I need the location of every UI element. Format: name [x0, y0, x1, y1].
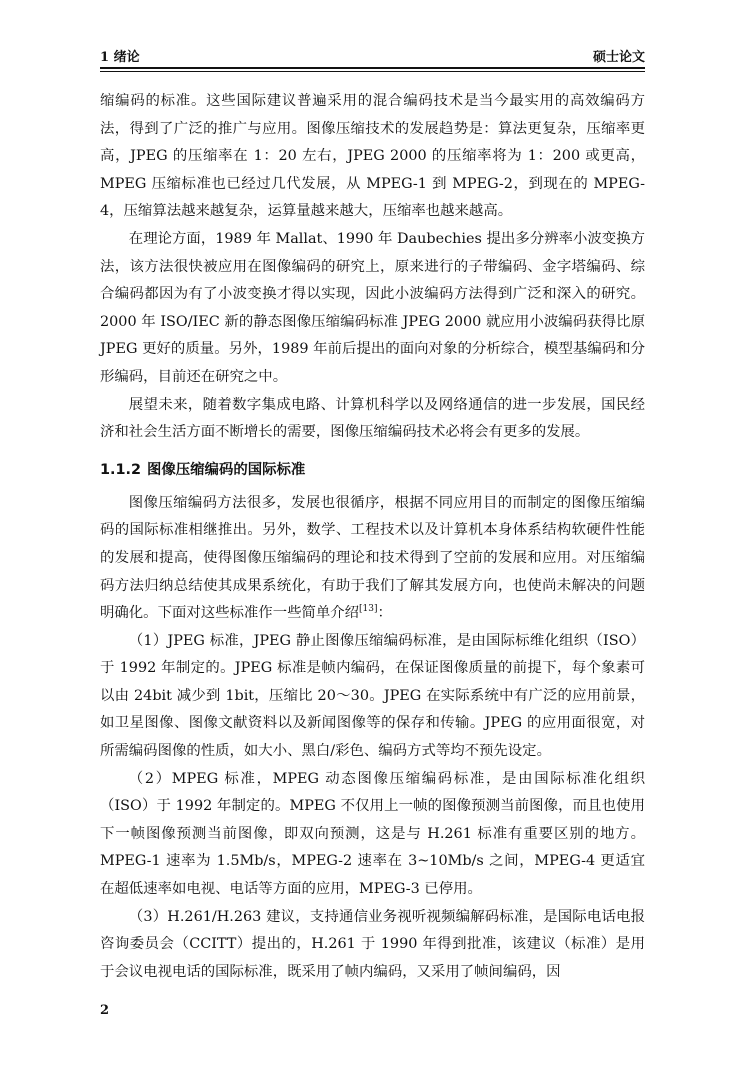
paragraph	[100, 490, 645, 628]
paragraph: 展望未来，随着数字集成电路、计算机科学以及网络通信的进一步发展，国民经济和社会生活方面不断增长的需要，图像压缩编码技术必将会有更多的发展。	[100, 396, 645, 441]
section-number: 1.1.2	[100, 461, 141, 478]
paragraph: （2）MPEG 标准，MPEG 动态图像压缩编码标准，是由国际标准化组织（ISO）于 1992 年制定的。MPEG 不仅用上一帧的图像预测当前图像，而且也使用下一帧图像预测当前图像，即双向预测，这是与 H.261 标准有重要区别的地方。MPEG-1 速率为 1.5Mb/s，MPEG-2 速率在 3~10Mb/s 之间，MPEG-4 更适宜在超低速率如电视、电话等方面的应用，MPEG-3 已停用。	[100, 770, 645, 898]
page-header	[100, 46, 645, 66]
paragraph: 缩编码的标准。这些国际建议普遍采用的混合编码技术是当今最实用的高效编码方法，得到了广泛的推广与应用。图像压缩技术的发展趋势是：算法更复杂，压缩率更高，JPEG 的压缩率在 1：20 左右，JPEG 2000 的压缩率将为 1：200 或更高，MPEG 压缩标准也已经过几代发展，从 MPEG-1 到 MPEG-2，到现在的 MPEG-4，压缩算法越来越复杂，运算量越来越大，压缩率也越来越高。	[100, 93, 645, 220]
intro-end: ：	[377, 605, 392, 622]
thesis-type: 硕士论文	[592, 50, 645, 65]
header-rule-thick	[100, 67, 645, 69]
body-text	[100, 88, 645, 986]
paragraph: （3）H.261/H.263 建议，支持通信业务视听视频编解码标准，是国际电话电报咨询委员会（CCITT）提出的，H.261 于 1990 年得到批准，该建议（标准）是用于会议电视电话的国际标准，既采用了帧内编码，又采用了帧间编码，因	[100, 908, 645, 980]
intro-text: 图像压缩编码方法很多，发展也很循序，根据不同应用目的而制定的图像压缩编码的国际标准相继推出。另外，数学、工程技术以及计算机本身体系结构软硬件性能的发展和提高，使得图像压缩编码的理论和技术得到了空前的发展和应用。对压缩编码方法归纳总结使其成果系统化，有助于我们了解其发展方向，也使尚未解决的问题明确化。下面对这些标准作一些简单介绍	[100, 494, 645, 622]
citation: [13]	[359, 604, 378, 615]
chapter-title: 1 绪论	[100, 50, 140, 65]
section-title: 图像压缩编码的国际标准	[146, 461, 306, 478]
paragraph: （1）JPEG 标准，JPEG 静止图像压缩编码标准，是由国际标维化组织（ISO）于 1992 年制定的。JPEG 标准是帧内编码，在保证图像质量的前提下，每个象素可以由 24bit 减少到 1bit，压缩比 20～30。JPEG 在实际系统中有广泛的应用前景，如卫星图像、图像文献资料以及新闻图像等的保存和传输。JPEG 的应用面很宽，对所需编码图像的性质，如大小、黑白/彩色、编码方式等均不预先设定。	[100, 632, 645, 760]
header-rule-thin	[100, 71, 645, 72]
page-number: 2	[100, 1003, 110, 1018]
paragraph: 在理论方面，1989 年 Mallat、1990 年 Daubechies 提出多分辨率小波变换方法，该方法很快被应用在图像编码的研究上，原来进行的子带编码、金字塔编码、综合编码都因为有了小波变换才得以实现，因此小波编码方法得到广泛和深入的研究。2000 年 ISO/IEC 新的静态图像压缩编码标准 JPEG 2000 就应用小波编码获得比原 JPEG 更好的质量。另外，1989 年前后提出的面向对象的分析综合，模型基编码和分形编码，目前还在研究之中。	[100, 230, 645, 385]
section-heading	[100, 456, 645, 484]
